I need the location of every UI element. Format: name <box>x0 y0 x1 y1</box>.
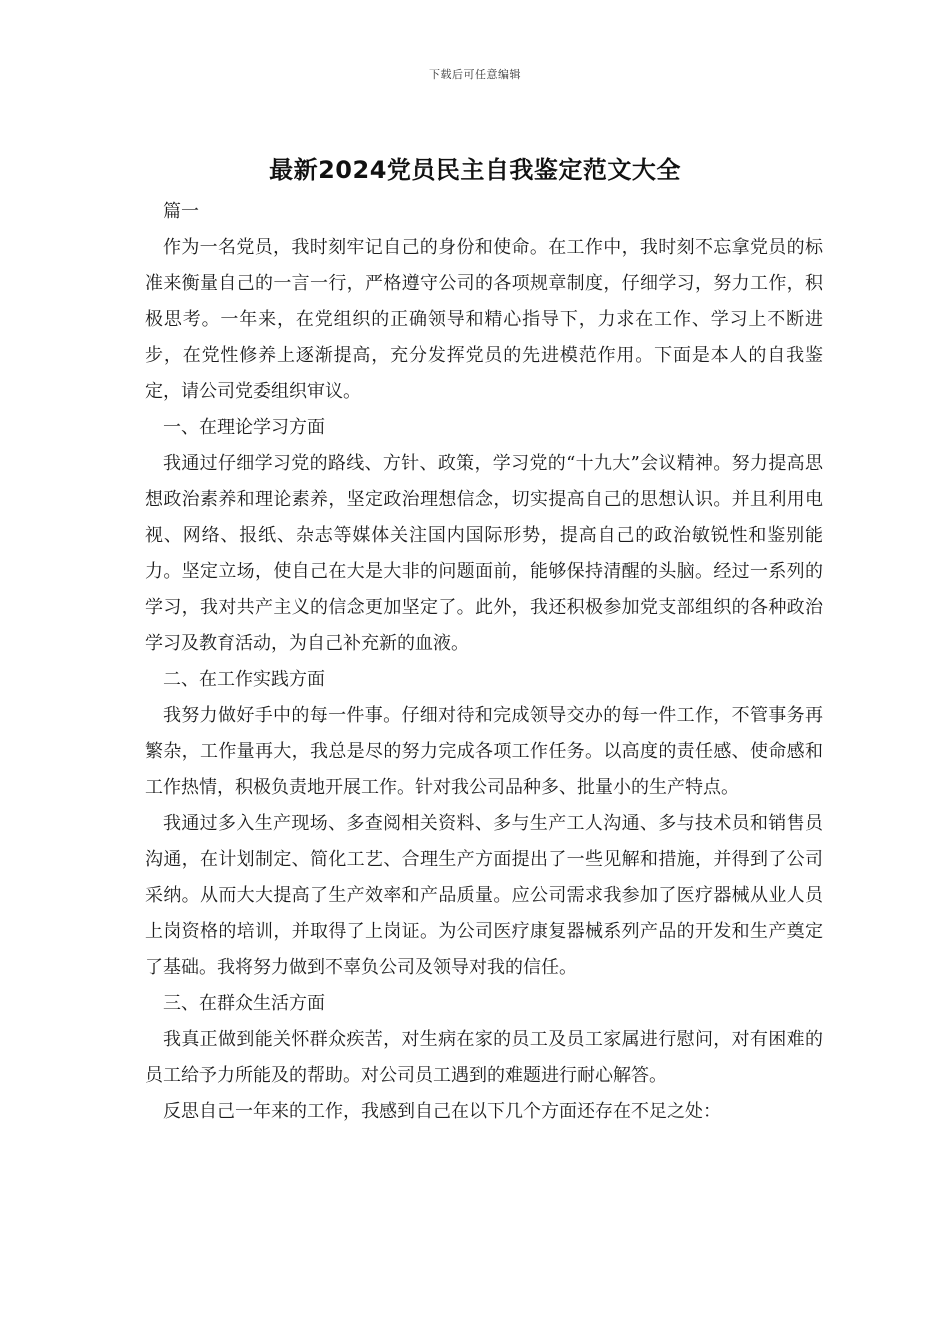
mass-life-paragraph: 我真正做到能关怀群众疾苦，对生病在家的员工及员工家属进行慰问，对有困难的员工给予力所能及的帮助。对公司员工遇到的难题进行耐心解答。 <box>145 1029 823 1086</box>
intro-paragraph: 作为一名党员，我时刻牢记自己的身份和使命。在工作中，我时刻不忘拿党员的标准来衡量自己的一言一行，严格遵守公司的各项规章制度，仔细学习，努力工作，积极思考。一年来，在党组织的正确领导和精心指导下，力求在工作、学习上不断进步，在党性修养上逐渐提高，充分发挥党员的先进模范作用。下面是本人的自我鉴定，请公司党委组织审议。 <box>145 237 823 402</box>
document-body <box>145 194 823 1130</box>
reflection-paragraph: 反思自己一年来的工作，我感到自己在以下几个方面还存在不足之处： <box>163 1101 721 1122</box>
work-practice-paragraph-1: 我努力做好手中的每一件事。仔细对待和完成领导交办的每一件工作，不管事务再繁杂，工作量再大，我总是尽的努力完成各项工作任务。以高度的责任感、使命感和工作热情，积极负责地开展工作。针对我公司品种多、批量小的生产特点。 <box>145 705 823 798</box>
header-note: 下载后可任意编辑 <box>429 68 521 81</box>
work-practice-paragraph-2: 我通过多入生产现场、多查阅相关资料、多与生产工人沟通、多与技术员和销售员沟通，在计划制定、简化工艺、合理生产方面提出了一些见解和措施，并得到了公司采纳。从而大大提高了生产效率和产品质量。应公司需求我参加了医疗器械从业人员上岗资格的培训，并取得了上岗证。为公司医疗康复器械系列产品的开发和生产奠定了基础。我将努力做到不辜负公司及领导对我的信任。 <box>145 813 823 978</box>
section-label: 篇一 <box>163 201 199 222</box>
heading-theory-study: 一、在理论学习方面 <box>163 417 325 438</box>
heading-mass-life: 三、在群众生活方面 <box>163 993 325 1014</box>
heading-work-practice: 二、在工作实践方面 <box>163 669 325 690</box>
page-title: 最新2024党员民主自我鉴定范文大全 <box>269 156 681 184</box>
theory-study-paragraph: 我通过仔细学习党的路线、方针、政策，学习党的“十九大”会议精神。努力提高思想政治素养和理论素养，坚定政治理想信念，切实提高自己的思想认识。并且利用电视、网络、报纸、杂志等媒体关注国内国际形势，提高自己的政治敏锐性和鉴别能力。坚定立场，使自己在大是大非的问题面前，能够保持清醒的头脑。经过一系列的学习，我对共产主义的信念更加坚定了。此外，我还积极参加党支部组织的各种政治学习及教育活动，为自己补充新的血液。 <box>145 453 823 654</box>
